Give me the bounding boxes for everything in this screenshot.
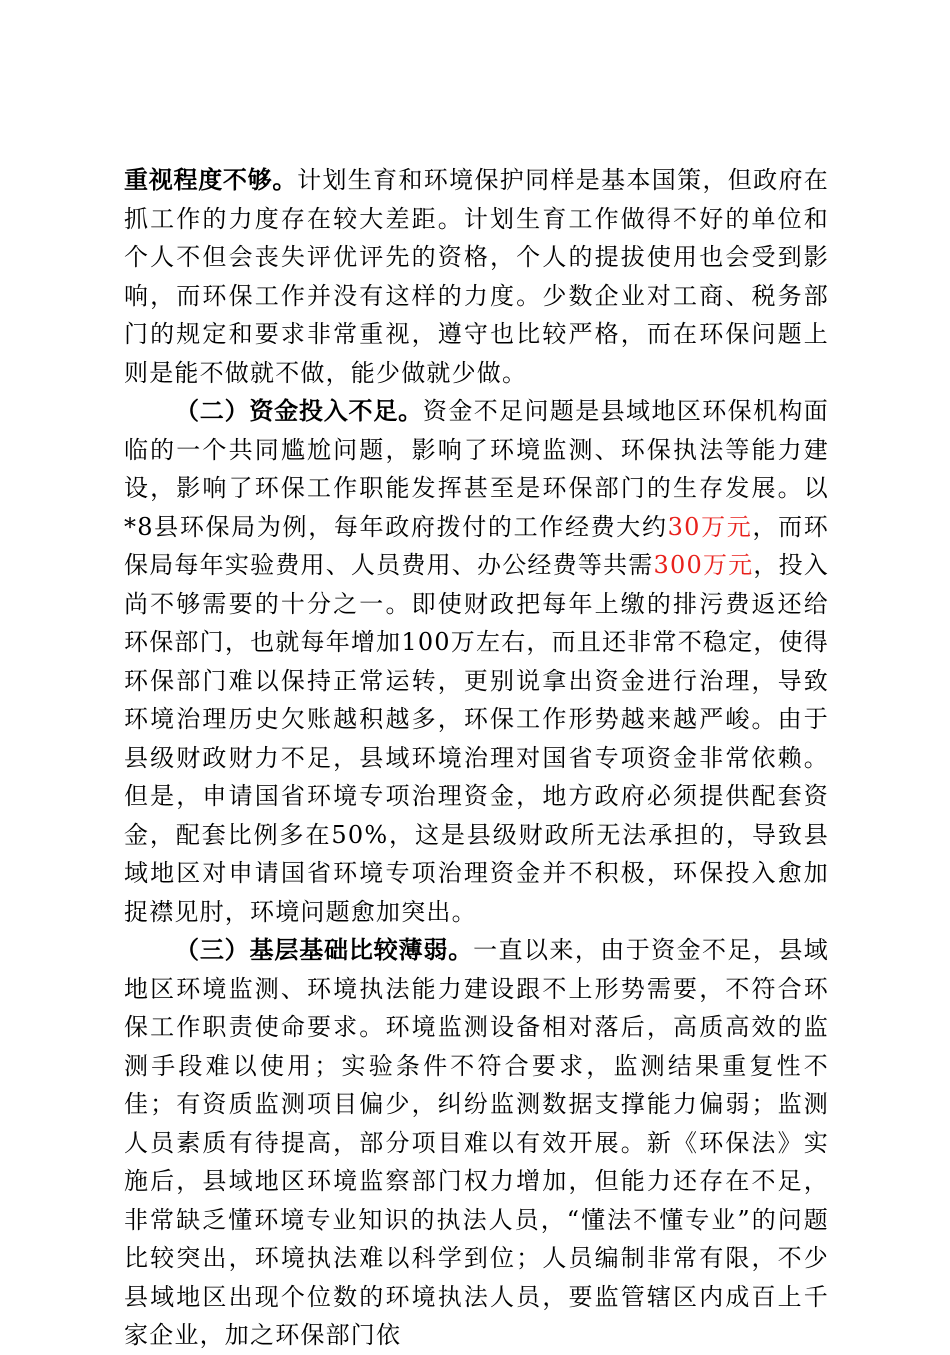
paragraph-2 xyxy=(124,392,829,931)
paragraph-3-heading: （三）基层基础比较薄弱。 xyxy=(175,936,474,964)
paragraph-2-body-a: 资金不足问题是县域地区环保机构面临的一个共同尴尬问题，影响了环境监测、环保执法等能力建设，影响了环保工作职能发挥甚至是环保部门的生存发展。以*8县环保局为例，每年政府拨付的工作经费大约 xyxy=(124,397,829,541)
document-body xyxy=(124,161,829,1355)
paragraph-2-heading: （二）资金投入不足。 xyxy=(175,397,423,425)
paragraph-3-body: 一直以来，由于资金不足，县域地区环境监测、环境执法能力建设跟不上形势需要，不符合环保工作职责使命要求。环境监测设备相对落后，高质高效的监测手段难以使用；实验条件不符合要求，监测结果重复性不佳；有资质监测项目偏少，纠纷监测数据支撑能力偏弱；监测人员素质有待提高，部分项目难以有效开展。新《环保法》实施后，县域地区环境监察部门权力增加，但能力还存在不足，非常缺乏懂环境专业知识的执法人员，“懂法不懂专业”的问题比较突出，环境执法难以科学到位；人员编制非常有限，不少县域地区出现个位数的环境执法人员，要监管辖区内成百上千家企业，加之环保部门依 xyxy=(124,936,829,1349)
paragraph-1-heading: 重视程度不够。 xyxy=(124,166,298,194)
paragraph-2-body-b: ，而环保局每年实验费用、人员费用、办公经费等共需 xyxy=(124,512,830,579)
paragraph-1 xyxy=(124,161,829,392)
paragraph-1-body: 计划生育和环境保护同样是基本国策，但政府在抓工作的力度存在较大差距。计划生育工作做得不好的单位和个人不但会丧失评优评先的资格，个人的提拔使用也会受到影响，而环保工作并没有这样的力度。少数企业对工商、税务部门的规定和要求非常重视，遵守也比较严格，而在环保问题上则是能不做就不做，能少做就少做。 xyxy=(124,166,830,387)
highlight-amount-30: 30万元 xyxy=(667,512,753,541)
paragraph-3 xyxy=(124,931,829,1355)
paragraph-2-body-c: ，投入尚不够需要的十分之一。即使财政把每年上缴的排污费返还给环保部门，也就每年增加100万左右，而且还非常不稳定，使得环保部门难以保持正常运转，更别说拿出资金进行治理，导致环境治理历史欠账越积越多，环保工作形势越来越严峻。由于县级财政财力不足，县域环境治理对国省专项资金非常依赖。但是，申请国省环境专项治理资金，地方政府必须提供配套资金，配套比例多在50%，这是县级财政所无法承担的，导致县域地区对申请国省环境专项治理资金并不积极，环保投入愈加捉襟见肘，环境问题愈加突出。 xyxy=(124,551,830,926)
highlight-amount-300: 300万元 xyxy=(653,551,754,579)
